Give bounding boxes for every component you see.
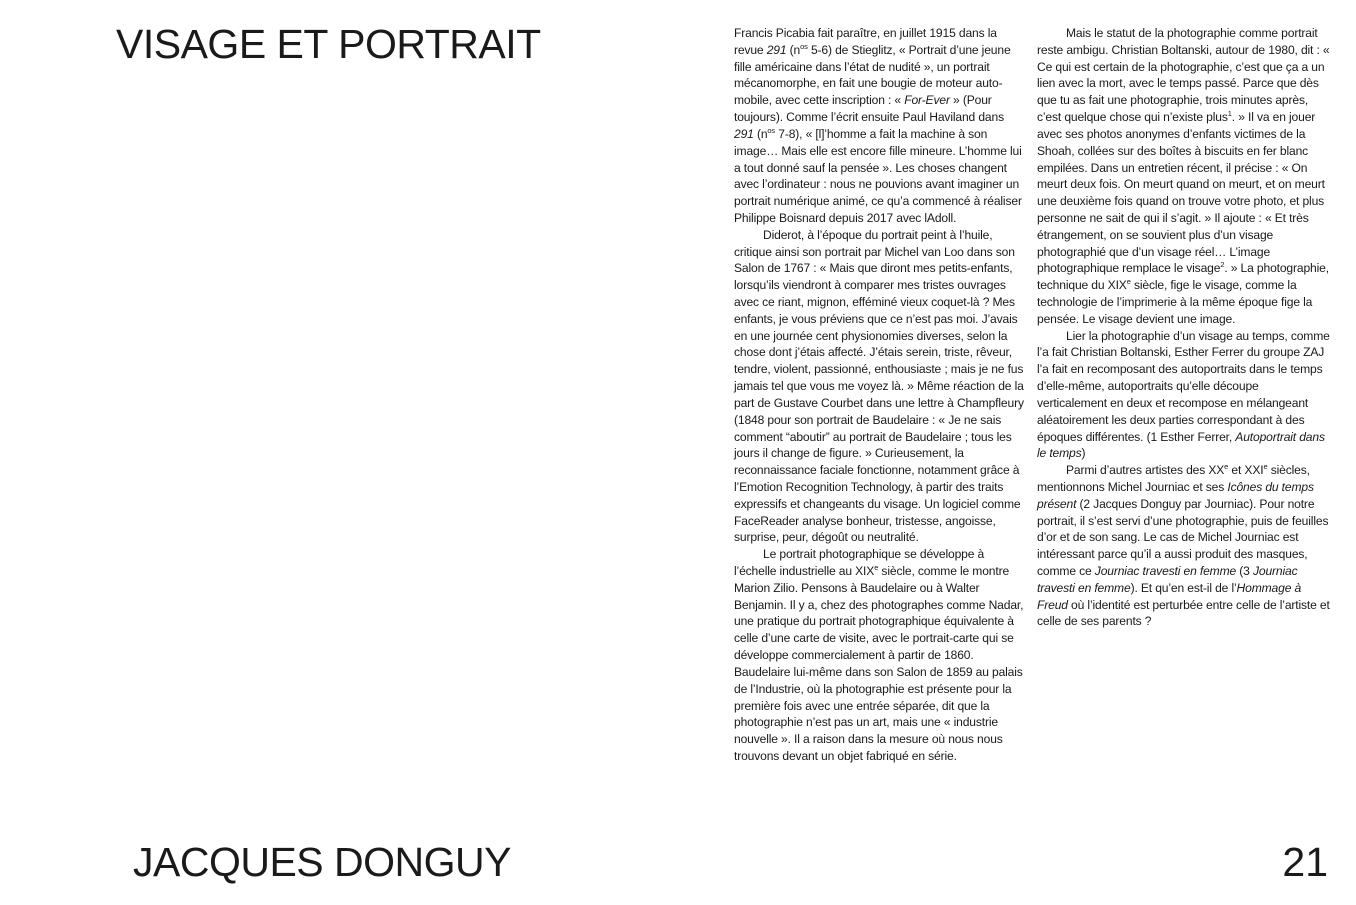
superscript: e — [874, 562, 879, 572]
text-run: 7-8), « [l]’homme a fait la machine à son image… Mais elle est encore fille mineure. L’homme lui a tout donné sauf la pensée ». Les choses changent avec l’ordinateur : nous ne pouvions avant imaginer un portrait numérique animé, ce qu’a commencé à réaliser Philippe Boisnard depuis 2017 avec lAdoll. — [734, 126, 1022, 225]
text-run: (3 — [1236, 564, 1253, 578]
superscript: e — [1263, 462, 1268, 472]
italic-title: For-Ever — [904, 93, 950, 108]
text-run: où l’identité est perturbée entre celle de l’artiste et celle de ses parents ? — [1037, 597, 1330, 629]
italic-title: 291 — [734, 126, 754, 141]
page-number: 21 — [1282, 839, 1328, 885]
text-run: . » La photographie, technique du XIX — [1037, 261, 1329, 293]
italic-title: Journiac travesti en femme — [1037, 564, 1298, 595]
superscript: os — [800, 41, 808, 51]
text-run: siècle, comme le montre Marion Zilio. Pensons à Baudelaire ou à Walter Benjamin. Il y a, chez des photographes comme Nadar, une pratique du portrait photographique équivalente à celle d’une carte de visite, avec le portrait-carte qui se développe commercialement à partir de 1860. Baudelaire lui-même dans son Salon de 1859 au palais de l’Industrie, où la photographie est présente pour la première fois avec une entrée séparée, dit que la photographie n’est pas un art, mais une « industrie nouvelle ». Il a raison dans la mesure où nous nous trouvons devant un objet fabriqué en série. — [734, 564, 1024, 763]
text-run: Mais le statut de la photographie comme portrait reste ambigu. Christian Boltanski, autour de 1980, dit : « Ce qui est certain de la photographie, c’est que ça a un lien avec la mort, avec le temps passé. Parce que dès que tu as fait une photographie, trois minutes après, c’est quelque chose qui n’existe plus — [1037, 26, 1330, 125]
paragraph — [1037, 25, 1331, 328]
italic-title: 291 — [766, 42, 787, 57]
paragraph — [734, 25, 1026, 227]
text-run: ) — [1081, 446, 1086, 461]
text-run: . » Il va en jouer avec ses photos anonymes d’enfants victimes de la Shoah, collées sur des boîtes à biscuits en fer blanc empilées. Dans un entretien récent, il précise : « On meurt deux fois. On meurt quand on meurt, et on meurt une deuxième fois quand on trouve votre photo, et plus personne ne sait de qui il s’agit. » Il ajoute : « Et très étrangement, on se souvient plus d’un visage photographié que d’un visage réel… L’image photographique remplace le visage — [1037, 110, 1325, 276]
italic-title: Icônes du temps présent — [1037, 479, 1314, 511]
italic-title: Hommage à Freud — [1037, 580, 1302, 612]
paragraph — [1037, 328, 1331, 463]
paragraph — [1037, 462, 1331, 630]
text-run: et XXI — [1228, 463, 1264, 478]
author-name: JACQUES DONGUY — [133, 839, 511, 885]
text-run: Parmi d’autres artistes des XX — [1066, 463, 1225, 478]
text-run: (n — [753, 126, 768, 141]
text-column-left — [734, 25, 1026, 765]
superscript: 1 — [1227, 109, 1232, 119]
text-run: siècle, fige le visage, comme la technologie de l’imprimerie à la même époque fige la pensée. Le visage devient une image. — [1037, 278, 1313, 326]
italic-title: Journiac travesti en femme — [1094, 564, 1237, 578]
superscript: e — [1224, 462, 1229, 472]
text-run: » (Pour toujours). Comme l’écrit ensuite Paul Haviland dans — [734, 93, 1004, 125]
paragraph — [734, 546, 1026, 765]
text-run: 5-6) de Stieglitz, « Portrait d’une jeune fille américaine dans l’état de nudité », un portrait mécanomorphe, en fait une bougie de moteur automobile, avec cette inscription : « — [734, 42, 1011, 108]
text-run: siècles, mentionnons Michel Journiac et ses — [1037, 463, 1310, 494]
italic-title: Autoportrait dans le temps — [1037, 429, 1325, 461]
text-column-right — [1037, 25, 1331, 630]
text-run: (2 Jacques Donguy par Journiac). Pour notre portrait, il s’est servi d’une photographie, puis de feuilles d’or et de son sang. Le cas de Michel Journiac est intéressant parce qu’il a aussi produit des masques, comme ce — [1037, 496, 1329, 578]
text-run: Le portrait photographique se développe à l’échelle industrielle au XIX — [734, 547, 985, 578]
text-run: Diderot, à l’époque du portrait peint à l’huile, critique ainsi son portrait par Michel van Loo dans son Salon de 1767 : « Mais que diront mes petits-enfants, lorsqu’ils viendront à comparer mes tristes ouvrages avec ce riant, mignon, efféminé vieux coquet-là ? Mes enfants, je vous préviens que ce n’est pas moi. J’avais en une journée cent physionomies diverses, selon la chose dont j’étais affecté. J’étais serein, triste, rêveur, tendre, violent, passionné, enthousiaste ; mais je ne fus jamais tel que vous me voyez là. » Même réaction de la part de Gustave Courbet dans une lettre à Champfleury (1848 pour son portrait de Baudelaire : « Je ne sais comment “aboutir” au portrait de Baudelaire ; tous les jours il change de figure. » Curieusement, la reconnaissance faciale fonctionne, notamment grâce à l’Emotion Recognition Technology, à partir des traits expressifs et changeants du visage. Un logiciel comme FaceReader analyse bonheur, tristesse, angoisse, surprise, peur, dégoût ou neutralité. — [734, 227, 1024, 545]
paragraph — [734, 227, 1026, 546]
superscript: 2 — [1220, 260, 1225, 270]
text-run: (n — [786, 42, 801, 57]
text-run: ). Et qu’en est-il de l’ — [1130, 580, 1237, 595]
superscript: os — [767, 125, 776, 135]
text-run: Francis Picabia fait paraître, en juillet 1915 dans la revue — [734, 26, 997, 57]
page-title: VISAGE ET PORTRAIT — [116, 21, 541, 67]
superscript: e — [1126, 277, 1131, 287]
text-run: Lier la photographie d’un visage au temps, comme l’a fait Christian Boltanski, Esther Ferrer du groupe ZAJ l’a fait en recomposant des autoportraits dans le temps d’elle-même, autoportraits qu’elle découpe verticalement en deux et recompose en mélangeant aléatoirement les deux parties correspondant à des époques différentes. (1 Esther Ferrer, — [1037, 328, 1330, 444]
